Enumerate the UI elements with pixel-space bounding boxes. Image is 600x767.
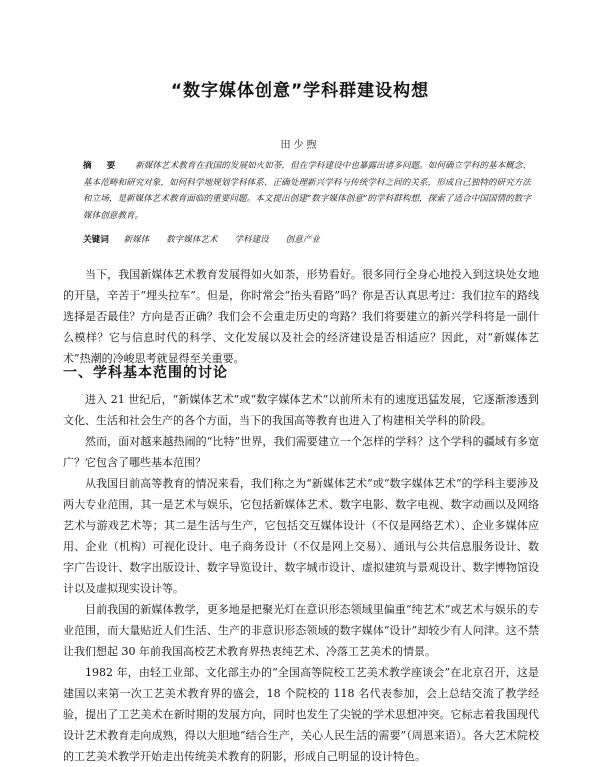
body-paragraph: 目前我国的新媒体教学，更多地是把聚光灯在意识形态领域里偏重“纯艺术”或艺术与娱乐的专业范围，而大量贴近人们生活、生产的非意识形态领域的数字媒体“设计”却较少有人问津。这不禁让我们想起 30 年前我国高校艺术教育界热衷纯艺术、冷落工艺美术的情景。 (63, 603, 539, 658)
author-name: 田少煦 (280, 140, 320, 151)
keyword: 数字媒体艺术 (166, 235, 218, 245)
section-heading: 一、学科基本范围的讨论 (63, 365, 228, 381)
paper-title: “数字媒体创意”学科群建设构想 (170, 81, 430, 101)
abstract-label: 摘 要 (83, 161, 122, 171)
body-paragraph: 从我国目前高等教育的情况来看，我们称之为“新媒体艺术”或“数字媒体艺术”的学科主要涉及两大专业范围，其一是艺术与娱乐，它包括新媒体艺术、数字电影、数字电视、数字动画以及网络艺术与游戏艺术等；其二是生活与生产，它包括交互媒体设计（不仅是网络艺术）、企业多媒体应用、企业（机构）可视化设计、电子商务设计（不仅是网上交易）、通讯与公共信息服务设计、数字广告设计、数字出版设计、数字导览设计、数字城市设计、虚拟建筑与景观设计、数字博物馆设计以及虚拟现实设计等。 (63, 477, 539, 595)
intro-section (63, 264, 539, 369)
keywords (83, 233, 531, 247)
body-paragraph: 当下，我国新媒体艺术教育发展得如火如荼，形势看好。很多同行全身心地投入到这块处女地的开垦，辛苦于“埋头拉车”。但是，你时常会“抬头看路”吗？你是否认真思考过：我们拉车的路线选择是否最佳？方向是否正确？我们会不会重走历史的弯路？我们将要建立的新兴学科将是一副什么模样？它与信息时代的科学、文化发展以及社会的经济建设是否相适应？因此，对“新媒体艺术”热潮的冷峻思考就显得至关重要。 (63, 268, 539, 365)
body-paragraph: 进入 21 世纪后，“新媒体艺术”或“数字媒体艺术”以前所未有的速度迅猛发展，它逐渐渗透到文化、生活和社会生产的各个方面，当下的我国高等教育也进入了构建相关学科的阶段。 (63, 393, 539, 427)
keyword: 学科建设 (234, 235, 269, 245)
abstract-text: 新媒体艺术教育在我国的发展如火如荼，但在学科建设中也暴露出诸多问题。如何确立学科的基本概念、基本范畴和研究对象，如何科学地规划学科体系、正确处理新兴学科与传统学科之间的关系，形成自己独特的研究方法和立场，是新媒体艺术教育面临的重要问题。本文提出创建“数字媒体创意”的学科群构想，探索了适合中国国情的数字媒体创意教育。 (83, 161, 531, 221)
keyword: 新媒体 (123, 235, 150, 245)
body-paragraph: 1982 年，由轻工业部、文化部主办的“全国高等院校工艺美术教学座谈会”在北京召开，这是建国以来第一次工艺美术教育界的盛会，18 个院校的 118 名代表参加，会上总结交流了教学经验，提出了工艺美术在新时期的发展方向，同时也发生了尖锐的学术思想冲突。它标志着我国现代设计艺术教育走向成熟，得以大胆地“结合生产，关心人民生活的需要”（周恩来语）。各大艺术院校的工艺美术教学开始走出传统美术教育的阴影，形成自己明显的设计特色。 (63, 666, 539, 763)
keyword: 创意产业 (285, 235, 320, 245)
body-paragraph: 然而，面对越来越热闹的“比特”世界，我们需要建立一个怎样的学科？这个学科的疆域有多宽广？它包含了哪些基本范围？ (63, 435, 539, 469)
keywords-label: 关键词 (83, 235, 109, 245)
section-body (63, 389, 539, 767)
abstract (83, 158, 531, 224)
